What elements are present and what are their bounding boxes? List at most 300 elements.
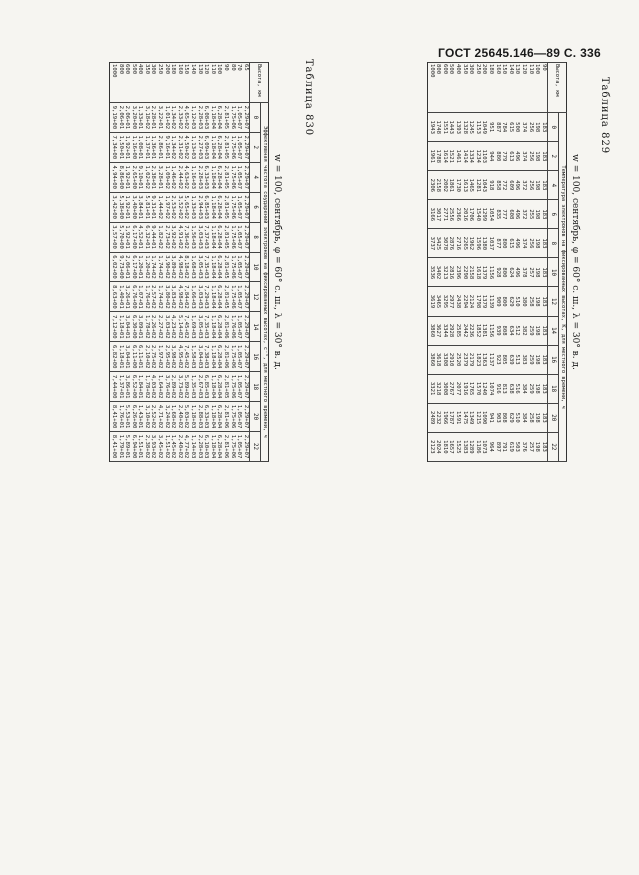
table-829-value-cell: 2002 (441, 171, 448, 200)
table-830-value-cell: 5,14+02 (176, 312, 183, 342)
table-830-value-cell: 3,40+00 (130, 192, 137, 222)
table-829-value-cell: 257 (527, 258, 534, 287)
table-830-value-cell: 1,18+04 (209, 432, 216, 462)
table-829-value-cell: 2716 (455, 229, 462, 258)
table-830-height-header: Высота, км (249, 63, 268, 103)
table-829-value-cell: 1383 (461, 432, 468, 461)
table-830-value-cell: 1,51+02 (163, 432, 170, 462)
table-830-value-cell: 1,75+06 (229, 102, 236, 132)
table-830-value-cell: 2,29+07 (242, 162, 249, 192)
table-830-value-cell: 1,75+06 (229, 192, 236, 222)
table-830-height-cell: 1000 (110, 63, 117, 103)
table-830-value-cell: 9,19+00 (110, 102, 117, 132)
table-830-title: w = 100, сентябрь, φ = 60° с. ш., λ = 30° в. д. (272, 154, 282, 370)
table-830-value-cell: 2,29+07 (242, 282, 249, 312)
table-830-value-cell: 2,81+05 (222, 372, 229, 402)
table-830-value-cell: 2,67+03 (196, 372, 203, 402)
table-830-value-cell: 6,26+00 (130, 402, 137, 432)
table-829-value-cell: 183 (540, 374, 547, 403)
table-830-value-cell: 1,18+04 (209, 402, 216, 432)
table-829-value-cell: 609 (507, 171, 514, 200)
table-829-height-cell: 400 (455, 63, 462, 113)
table-829-height-cell: 500 (448, 63, 455, 113)
table1-label: Таблица 829 (599, 76, 611, 155)
table-829-value-cell: 383 (520, 345, 527, 374)
table-829-value-cell: 198 (534, 403, 541, 432)
table-830-value-cell: 7,34+00 (110, 132, 117, 162)
table-830-value-cell: 1,05+07 (236, 282, 243, 312)
table-830-value-cell: 2,27+03 (196, 132, 203, 162)
table-830-value-cell: 3,26+01 (124, 282, 131, 312)
table-830-value-cell: 5,65+02 (183, 192, 190, 222)
table-830-value-cell: 1,12+03 (189, 102, 196, 132)
table-829-hour-header: 18 (547, 374, 559, 403)
table-row (520, 63, 527, 462)
table-829-value-cell: 1788 (435, 142, 442, 171)
table-829-value-cell: 3218 (435, 374, 442, 403)
table-830-value-cell: 6,28+04 (216, 342, 223, 372)
table-830-value-cell: 1,18+04 (209, 342, 216, 372)
table-829-value-cell: 500 (514, 113, 521, 142)
table-829-value-cell: 2077 (455, 374, 462, 403)
table-829-value-cell: 1073 (481, 432, 488, 461)
table-829-value-cell: 1139 (487, 287, 494, 316)
table-830-value-cell: 1,75+06 (229, 372, 236, 402)
table-829-value-cell: 1137 (487, 345, 494, 374)
table-829-value-cell: 3465 (435, 287, 442, 316)
table-829-value-cell: 800 (501, 229, 508, 258)
table-829-height-cell: 350 (461, 63, 468, 113)
table-830-value-cell: 1,18+04 (209, 192, 216, 222)
table-830-value-cell: 1,05+07 (236, 402, 243, 432)
table-830-value-cell: 2,06+01 (117, 102, 124, 132)
table-830-group-header: Эффективная частота соударений электронов на фиксированных высотах, с⁻¹, для местного времени, ч (261, 102, 269, 461)
table-830-hour-header: 12 (249, 282, 261, 312)
table-830-value-cell: 6,28+04 (216, 222, 223, 252)
table-row (209, 63, 216, 462)
table-830-hour-header: 10 (249, 252, 261, 282)
table-829-value-cell: 183 (540, 432, 547, 461)
table-830-value-cell: 2,86+01 (157, 132, 164, 162)
table-829-value-cell: 784 (501, 113, 508, 142)
table-830-value-cell: 1,18+04 (209, 102, 216, 132)
table-830-value-cell: 1,82+02 (157, 222, 164, 252)
table-830-value-cell: 2,27+02 (157, 312, 164, 342)
table-830-value-cell: 9,73+00 (117, 252, 124, 282)
table-829-hour-header: 12 (547, 287, 559, 316)
table-829-value-cell: 608 (507, 200, 514, 229)
table-830-value-cell: 1,75+06 (229, 282, 236, 312)
table-830-value-cell: 1,92+01 (124, 132, 131, 162)
table-829-value-cell: 496 (514, 229, 521, 258)
table-829-value-cell: 1074 (487, 374, 494, 403)
table-830-value-cell: 3,92+02 (170, 222, 177, 252)
table-830-height-cell: 110 (209, 63, 216, 103)
table-row (455, 63, 462, 462)
table-829-value-cell: 897 (494, 432, 501, 461)
table-830-value-cell: 4,98+02 (176, 252, 183, 282)
table-830-height-cell: 100 (216, 63, 223, 103)
table-830-value-cell: 1,43+01 (137, 402, 144, 432)
table-830-value-cell: 8,63+00 (110, 282, 117, 312)
table-row (481, 63, 488, 462)
table-830-value-cell: 1,18+04 (209, 252, 216, 282)
table-830-value-cell: 1,76+06 (229, 312, 236, 342)
table-row (196, 63, 203, 462)
table-829-value-cell: 964 (487, 432, 494, 461)
table-829-value-cell: 382 (520, 316, 527, 345)
table-829-value-cell: 1153 (474, 113, 481, 142)
table-830-value-cell: 5,89+01 (124, 432, 131, 462)
table-830-value-cell: 2,81+06 (222, 432, 229, 462)
table-830-value-cell: 1,16+00 (130, 132, 137, 162)
table-829-value-cell: 183 (540, 287, 547, 316)
table-829-height-cell: 110 (527, 63, 534, 113)
table-830-value-cell: 8,86+00 (117, 162, 124, 192)
table-830-value-cell: 1,01+02 (163, 102, 170, 132)
table-830-value-cell: 3,05+03 (196, 252, 203, 282)
table-830-value-cell: 2,06+01 (124, 252, 131, 282)
table-829-value-cell: 3627 (435, 316, 442, 345)
table-830-value-cell: 2,81+05 (222, 222, 229, 252)
table-829-value-cell: 1328 (461, 113, 468, 142)
table-830-value-cell: 6,30+00 (130, 312, 137, 342)
table-829-value-cell: 1525 (455, 432, 462, 461)
table-830-value-cell: 4,91+02 (176, 222, 183, 252)
table-830-value-cell: 1,37+01 (143, 132, 150, 162)
table-830-value-cell: 6,33+03 (203, 162, 210, 192)
table-row (183, 63, 190, 462)
table-829-value-cell: 629 (507, 403, 514, 432)
table-830-value-cell: 3,83+02 (170, 282, 177, 312)
table-829-value-cell: 198 (534, 316, 541, 345)
table-829-value-cell: 2024 (435, 432, 442, 461)
table-row (534, 63, 541, 462)
table-830-value-cell: 2,29+07 (242, 372, 249, 402)
table-829-value-cell: 3008 (441, 374, 448, 403)
table-830-value-cell: 6,85+03 (203, 192, 210, 222)
table-829-value-cell: 256 (527, 229, 534, 258)
table-row (203, 63, 210, 462)
table-830-value-cell: 8,41+00 (110, 402, 117, 432)
table-830-value-cell: 4,50+02 (183, 132, 190, 162)
table-829-height-cell: 800 (435, 63, 442, 113)
table-830-height-cell: 200 (163, 63, 170, 103)
table-830-value-cell: 7,36+02 (183, 222, 190, 252)
table-829-value-cell: 256 (527, 171, 534, 200)
table-829-value-cell: 1281 (474, 171, 481, 200)
table-830-value-cell: 1,05+07 (236, 312, 243, 342)
table-830-height-cell: 130 (196, 63, 203, 103)
table-829-value-cell: 3618 (435, 345, 442, 374)
table-829-value-cell: 2771 (441, 200, 448, 229)
table-829-value-cell: 259 (527, 374, 534, 403)
table-830-value-cell: 1,44+02 (157, 192, 164, 222)
table-830-value-cell: 1,20+01 (137, 252, 144, 282)
table-830-value-cell: 2,57+02 (150, 282, 157, 312)
table-830-value-cell: 2,40+02 (176, 432, 183, 462)
table-829-value-cell: 2158 (468, 258, 475, 287)
table-830-hour-header: 18 (249, 372, 261, 402)
table-829-group-header: Температура электронов на фиксированных высотах, К, для местного времени, ч (559, 113, 567, 462)
table-829-value-cell: 1591 (455, 403, 462, 432)
table-830-value-cell: 4,77+02 (183, 432, 190, 462)
table-829-hour-header: 20 (547, 403, 559, 432)
table-829-value-cell: 3536 (428, 258, 435, 287)
table-829-hour-header: 6 (547, 200, 559, 229)
table-830-value-cell: 9,10+01 (137, 162, 144, 192)
table-829-value-cell: 615 (507, 229, 514, 258)
table-830-value-cell: 2,28+03 (196, 162, 203, 192)
table-829-value-cell: 1245 (468, 113, 475, 142)
table-830-height-cell: 500 (130, 63, 137, 103)
table-829-value-cell: 772 (501, 171, 508, 200)
table-829-value-cell: 2977 (448, 287, 455, 316)
table-829-value-cell: 1657 (448, 432, 455, 461)
table-829-value-cell: 916 (494, 374, 501, 403)
table-row (110, 63, 117, 462)
table-row (150, 63, 157, 462)
table-829-value-cell: 1730 (455, 171, 462, 200)
table-830-value-cell: 2,81+05 (222, 102, 229, 132)
table-829-value-cell: 198 (534, 142, 541, 171)
table-829-value-cell: 880 (494, 142, 501, 171)
table-830-value-cell: 1,97+02 (157, 342, 164, 372)
table-829-value-cell: 3295 (441, 287, 448, 316)
table-829-value-cell: 372 (520, 200, 527, 229)
table-830-value-cell: 2,28+03 (196, 432, 203, 462)
table-829-value-cell: 183 (540, 403, 547, 432)
table-829-value-cell: 1414 (461, 142, 468, 171)
table-829-value-cell: 257 (527, 432, 534, 461)
table-830-value-cell: 6,08+03 (203, 102, 210, 132)
table-830-value-cell: 1,18+04 (209, 222, 216, 252)
table-830-value-cell: 1,34+02 (170, 102, 177, 132)
table-830-hour-header: 6 (249, 192, 261, 222)
table-830-value-cell: 1,64+02 (157, 372, 164, 402)
table-830-height-cell: 250 (157, 63, 164, 103)
table-row (435, 63, 442, 462)
table-830-value-cell: 4,03+02 (150, 372, 157, 402)
table-829-value-cell: 256 (527, 142, 534, 171)
table-830-value-cell: 1,92+01 (124, 162, 131, 192)
table-829-value-cell: 1381 (481, 316, 488, 345)
table-830-value-cell: 2,26+02 (150, 312, 157, 342)
table-829-value-cell: 258 (527, 403, 534, 432)
table-829-value-cell: 1054 (487, 200, 494, 229)
table-830-value-cell: 4,71+02 (157, 402, 164, 432)
table-830-value-cell: 3,84+01 (137, 192, 144, 222)
table-row (474, 63, 481, 462)
table-830-value-cell: 1,75+06 (229, 162, 236, 192)
table-829-value-cell: 384 (520, 374, 527, 403)
table-830-value-cell: 5,38+00 (117, 192, 124, 222)
table-830-value-cell: 1,50+01 (117, 132, 124, 162)
table-830-value-cell: 6,33+03 (203, 402, 210, 432)
table-829-value-cell: 378 (520, 258, 527, 287)
table-830-value-cell: 1,92+01 (124, 222, 131, 252)
table-830-value-cell: 6,28+04 (216, 102, 223, 132)
table-829-value-cell: 1186 (474, 432, 481, 461)
table-829-value-cell: 1787 (448, 403, 455, 432)
table-830-value-cell: 2,33+02 (176, 102, 183, 132)
table-829-value-cell: 1103 (481, 142, 488, 171)
table-830-value-cell: 6,28+04 (216, 162, 223, 192)
table-829-value-cell: 3308 (441, 345, 448, 374)
table-829-value-cell: 805 (501, 345, 508, 374)
table-row (163, 63, 170, 462)
table-830-value-cell: 1,18+01 (117, 342, 124, 372)
table-830-value-cell: 1,35+03 (189, 372, 196, 402)
table-829-value-cell: 3402 (435, 258, 442, 287)
table-830-value-cell: 1,68+02 (170, 402, 177, 432)
table-830-value-cell: 5,81+01 (143, 192, 150, 222)
table-830-value-cell: 3,03+02 (163, 312, 170, 342)
table-830-value-cell: 6,10+03 (203, 432, 210, 462)
table-829-value-cell: 1551 (441, 113, 448, 142)
table-829-value-cell: 2928 (448, 316, 455, 345)
table-829-value-cell: 2016 (461, 200, 468, 229)
table-829-value-cell: 2816 (448, 258, 455, 287)
table-830-value-cell: 2,29+07 (242, 402, 249, 432)
table-829-value-cell: 1614 (441, 142, 448, 171)
table-829-hour-header: 22 (547, 432, 559, 461)
table-830-height-cell: 400 (137, 63, 144, 103)
table-830-value-cell: 2,29+07 (242, 252, 249, 282)
table-830-value-cell: 1,46+02 (170, 162, 177, 192)
table-829-height-cell: 150 (501, 63, 508, 113)
table-830-value-cell: 3,76+02 (163, 372, 170, 402)
table-830-value-cell: 1,79+01 (117, 432, 124, 462)
table-830-value-cell: 1,76+02 (143, 282, 150, 312)
table-830-value-cell: 2,38+02 (143, 432, 150, 462)
table-830-value-cell: 1,40+01 (117, 282, 124, 312)
table-830-value-cell: 1,20+02 (143, 252, 150, 282)
table-829-height-cell: 1000 (428, 63, 435, 113)
table-830-value-cell: 3,04+03 (196, 342, 203, 372)
table-829-hour-header: 10 (547, 258, 559, 287)
table-829-value-cell: 374 (520, 142, 527, 171)
table-830-value-cell: 3,98+02 (170, 342, 177, 372)
table-830-value-cell: 6,28+04 (216, 432, 223, 462)
table-830-value-cell: 2,53+02 (170, 192, 177, 222)
table-829-value-cell: 2232 (435, 403, 442, 432)
table-830-value-cell: 1,02+02 (143, 162, 150, 192)
table-830-value-cell: 9,16+01 (163, 132, 170, 162)
table-830-value-cell: 6,76+00 (130, 282, 137, 312)
table-830-value-cell: 3,05+03 (196, 312, 203, 342)
table-830-value-cell: 1,09+02 (163, 162, 170, 192)
table-830-value-cell: 6,02+00 (110, 252, 117, 282)
table-829-value-cell: 183 (540, 229, 547, 258)
table-830-value-cell: 3,04+01 (124, 312, 131, 342)
table-row (189, 63, 196, 462)
table-830-height-cell: 350 (143, 63, 150, 103)
table-830-value-cell: 3,03+03 (196, 282, 203, 312)
table-829-height-cell: 200 (481, 63, 488, 113)
table-830-value-cell: 1,08+01 (137, 132, 144, 162)
table-830-value-cell: 4,98+02 (176, 282, 183, 312)
table-row (441, 63, 448, 462)
table-829-value-cell: 1393 (455, 113, 462, 142)
table-829-value-cell: 1748 (435, 113, 442, 142)
table-830-hour-header: 8 (249, 222, 261, 252)
table-830-value-cell: 2,75+02 (150, 342, 157, 372)
table-829-value-cell: 183 (540, 142, 547, 171)
table-830-value-cell: 1,37+01 (117, 372, 124, 402)
table-829-value-cell: 374 (520, 229, 527, 258)
table-829-value-cell: 374 (520, 113, 527, 142)
table-829-value-cell: 1966 (441, 403, 448, 432)
table-830-value-cell: 2,89+02 (170, 372, 177, 402)
table-829-value-cell: 928 (494, 258, 501, 287)
table-row (137, 63, 144, 462)
table-829-value-cell: 858 (494, 171, 501, 200)
table-829-value-cell: 3213 (441, 258, 448, 287)
table-row (494, 63, 501, 462)
table-830-value-cell: 2,31+02 (176, 132, 183, 162)
table-830-value-cell: 1,36+01 (150, 132, 157, 162)
table-830-value-cell: 1,56+03 (189, 222, 196, 252)
table-830-height-cell: 600 (124, 63, 131, 103)
table-830-value-cell: 2,06+01 (124, 102, 131, 132)
table-829-value-cell: 1215 (474, 403, 481, 432)
table-829-value-cell: 1521 (448, 142, 455, 171)
table-row (540, 63, 547, 462)
table-829-value-cell: 1465 (468, 171, 475, 200)
table-830-value-cell: 2,81+05 (222, 282, 229, 312)
table-830-value-cell: 3,04+01 (124, 342, 131, 372)
table-829-hour-header: 16 (547, 345, 559, 374)
table-829-height-cell: 160 (494, 63, 501, 113)
table-829-value-cell: 2179 (468, 345, 475, 374)
table-830-value-cell: 3,86+01 (124, 372, 131, 402)
table-829-value-cell: 2290 (461, 258, 468, 287)
table-830-value-cell: 6,17+00 (130, 222, 137, 252)
table-830-height-cell: 120 (203, 63, 210, 103)
table-830-value-cell: 1,69+03 (189, 312, 196, 342)
table-829-value-cell: 3860 (428, 316, 435, 345)
table-830-value-cell: 2,95+02 (163, 342, 170, 372)
table-829-value-cell: 2294 (461, 287, 468, 316)
table-830 (109, 62, 282, 462)
table-829-value-cell: 634 (507, 316, 514, 345)
table-row (501, 63, 508, 462)
table-829-value-cell: 2438 (455, 287, 462, 316)
table-829-value-cell: 2236 (468, 316, 475, 345)
table-830-value-cell: 1,18+04 (209, 372, 216, 402)
table-row (117, 63, 124, 462)
table-829-value-cell: 510 (514, 287, 521, 316)
table-829-value-cell: 1962 (468, 229, 475, 258)
table-830-value-cell: 1,18+04 (209, 282, 216, 312)
table-830-value-cell: 2,29+07 (242, 132, 249, 162)
table-829-height-cell: 180 (487, 63, 494, 113)
table-830-height-cell: 70 (236, 63, 243, 103)
table-829-value-cell: 1961 (428, 142, 435, 171)
table-row (468, 63, 475, 462)
table-829-grid (427, 62, 567, 462)
table-829-value-cell: 918 (487, 171, 494, 200)
table-829-hour-header: 2 (547, 142, 559, 171)
table-830-value-cell: 3,57+00 (110, 222, 117, 252)
table-829-value-cell: 1380 (481, 229, 488, 258)
table-830-value-cell: 1,18+03 (189, 402, 196, 432)
table-829-value-cell: 2520 (455, 345, 462, 374)
table-829-value-cell: 800 (501, 287, 508, 316)
table-830-height-cell: 160 (176, 63, 183, 103)
table-830-value-cell: 4,23+02 (170, 312, 177, 342)
